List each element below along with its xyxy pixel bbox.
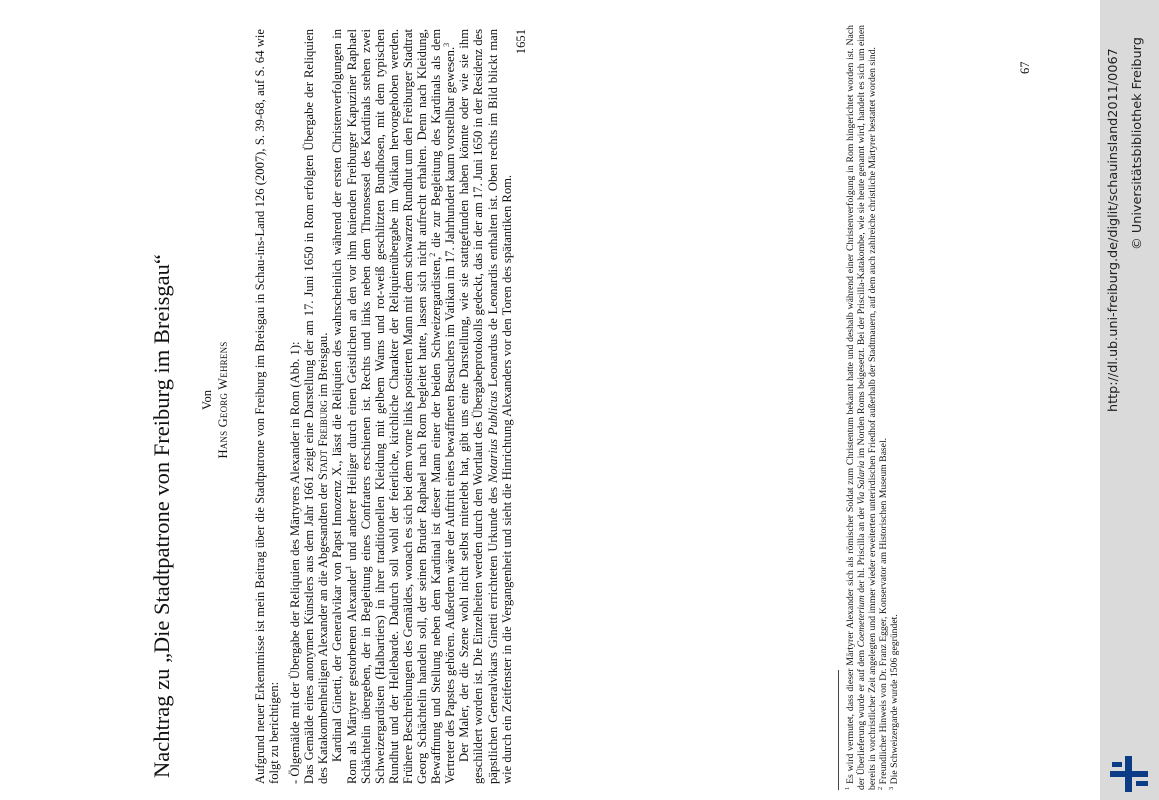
- city-name: Stadt Freiburg: [316, 400, 331, 481]
- paragraph-3-text-a: Der Maler, der die Szene wohl nicht selbst miterlebt hat, gibt uns eine Darstellung, wie sie stattgefunden haben könnte oder wie sie ihm geschildert worden ist. Die Einzelheiten werden durch den Wortlaut des Übergabeprotokolls gedeckt, das in der am 17. Juni 1650 in der Residenz des päpstlichen Generalvikars Ginetti errichteten Urkunde des: [457, 29, 500, 784]
- footnote-2-text: Freundlicher Hinweis von Dr. Franz Egger, Konservator am Historischen Museum Basel.: [877, 437, 889, 787]
- article-body: [253, 29, 528, 784]
- byline-von: Von: [200, 390, 214, 410]
- footnote-ref-3[interactable]: 3: [442, 42, 452, 47]
- side-info-text: [1100, 0, 1159, 800]
- coemeterium: Coemeterium: [855, 595, 867, 648]
- footnote-3: [887, 25, 901, 790]
- footnote-ref-1[interactable]: 1: [343, 565, 353, 570]
- paragraph-2: [330, 29, 457, 784]
- via-salaria: Via Salaria: [855, 460, 867, 505]
- footnote-3-number: 3: [887, 786, 895, 790]
- figure-caption: - Ölgemälde mit der Übergabe der Reliquien des Märtyrers Alexander in Rom (Abb. 1):: [288, 341, 303, 784]
- paragraph-3-text-b: Leonardus de Leonardis enthalten ist. Oben rechts im Bild blickt man wie durch ein Zeitfenster in die Vergangenheit und sieht die Hinrichtung Alexanders vor den Toren des spätantiken Rom.: [485, 28, 514, 784]
- page-number: 67: [1018, 61, 1032, 74]
- footnote-2-number: 2: [876, 786, 884, 790]
- side-info-band: [1100, 0, 1159, 800]
- footnote-divider: [838, 670, 839, 790]
- paragraph-1: [302, 29, 330, 784]
- copyright-notice: © Universitätsbibliothek Freiburg: [1130, 37, 1145, 250]
- document-page: [0, 10, 1100, 790]
- year-note: 1651: [513, 29, 528, 55]
- paragraph-3: [457, 29, 513, 784]
- footnotes: [843, 25, 901, 790]
- paragraph-1-text: Das Gemälde eines anonymen Künstlers aus dem Jahr 1661 zeigt eine Darstellung der am 17. Juni 1650 in Rom erfolgten Übergabe der Reliquien des Katakombenheiligen Alexander an die Abgesandten der: [302, 29, 331, 784]
- paragraph-2-text-c: die zur Begleitung des Kardinals als dem Vertreter des Papstes gehören. Außerdem wäre der Auftritt eines bewaffneten Besuchers im Vatikan im 17. Jahrhundert kaum vorstellbar gewesen.: [429, 29, 458, 784]
- paragraph-2-text-b: und anderer Heiliger durch einen Geistlichen an den vor ihm knienden Freiburger Kapuziner Raphael Schächtelin übergeben, der in Begleitung eines Confraters erschienen ist. Rechts und links neben dem Thronsessel des Kardinals stehen zwei Schweizergardisten (Halbartiers) in ihrer traditionellen Kleidung mit gelbem Wams und rot-weiß geschlitzten Bundhosen, mit dem typischen Rundhut und der Hellebarde. Dadurch soll wohl der feierliche, kirchliche Charakter der Reliquienübergabe im Vatikan hervorgehoben werden. Frühere Beschreibungen des Gemäldes, wonach es sich bei dem vorne links postierten Mann mit dem schwarzen Rundhut um den Freiburger Stadtrat Georg Schächtelin handeln soll, der seinen Bruder Raphael nach Rom begleitet hatte, lassen sich nicht aufrecht erhalten. Denn nach Kleidung, Bewaffnung und Stellung neben dem Kardinal ist dieser Mann einer der beiden Schweizergardisten,: [344, 28, 444, 784]
- intro-paragraph: Aufgrund neuer Erkenntnisse ist mein Beitrag über die Stadtpatrone von Freiburg im Breisgau in Schau-ins-Land 126 (2007), S. 39-68, auf S. 64 wie folgt zu berichtigen:: [253, 29, 282, 784]
- source-url-link[interactable]: http://dl.ub.uni-freiburg.de/diglit/schauinsland2011/0067: [1106, 48, 1121, 412]
- footnote-1-text-a: Es wird vermutet, dass dieser Märtyrer Alexander sich als römischer Soldat zum Christentum bekannt hatte und deshalb während einer Christenverfolgung in Rom hingerichtet worden ist. Nach der Überlieferung wurde er auf dem: [845, 25, 867, 790]
- footnote-1-number: 1: [843, 786, 851, 790]
- paragraph-2-text-a: Kardinal Ginetti, der Generalvikar von Papst Innozenz X., lässt die Reliquien des wahrscheinlich während der ersten Christenverfolgungen in Rom als Märtyrer gestorbenen Alexander: [330, 29, 359, 784]
- footnote-1-text-b: der hl. Priscilla an der: [855, 504, 867, 596]
- author-name: Hans Georg Wehrens: [216, 341, 230, 459]
- ub-freiburg-logo-icon[interactable]: [1108, 754, 1150, 794]
- footnote-1-text-c: im Norden Roms beigesetzt. Bei der Priscilla-Katakombe, wie sie heute genannt wird, handelt es sich um einen bereits in vorchristlicher Zeit angelegten und immer wieder erweiterten unterirdischen Friedhof außerhalb der Stadtmauern, auf dem auch zahlreiche christliche Märtyrer bestattet worden sind.: [855, 25, 878, 790]
- notarius-publicus: Notarius Publicus: [485, 391, 500, 484]
- footnote-1: [843, 25, 879, 790]
- article-title: Nachtrag zu „Die Stadtpatrone von Freiburg im Breisgau“: [149, 254, 174, 778]
- paragraph-1-end: im Breisgau.: [316, 332, 331, 401]
- footnote-3-text: Die Schweizergarde wurde 1506 gegründet.: [888, 614, 900, 787]
- footnote-ref-2[interactable]: 2: [427, 252, 437, 257]
